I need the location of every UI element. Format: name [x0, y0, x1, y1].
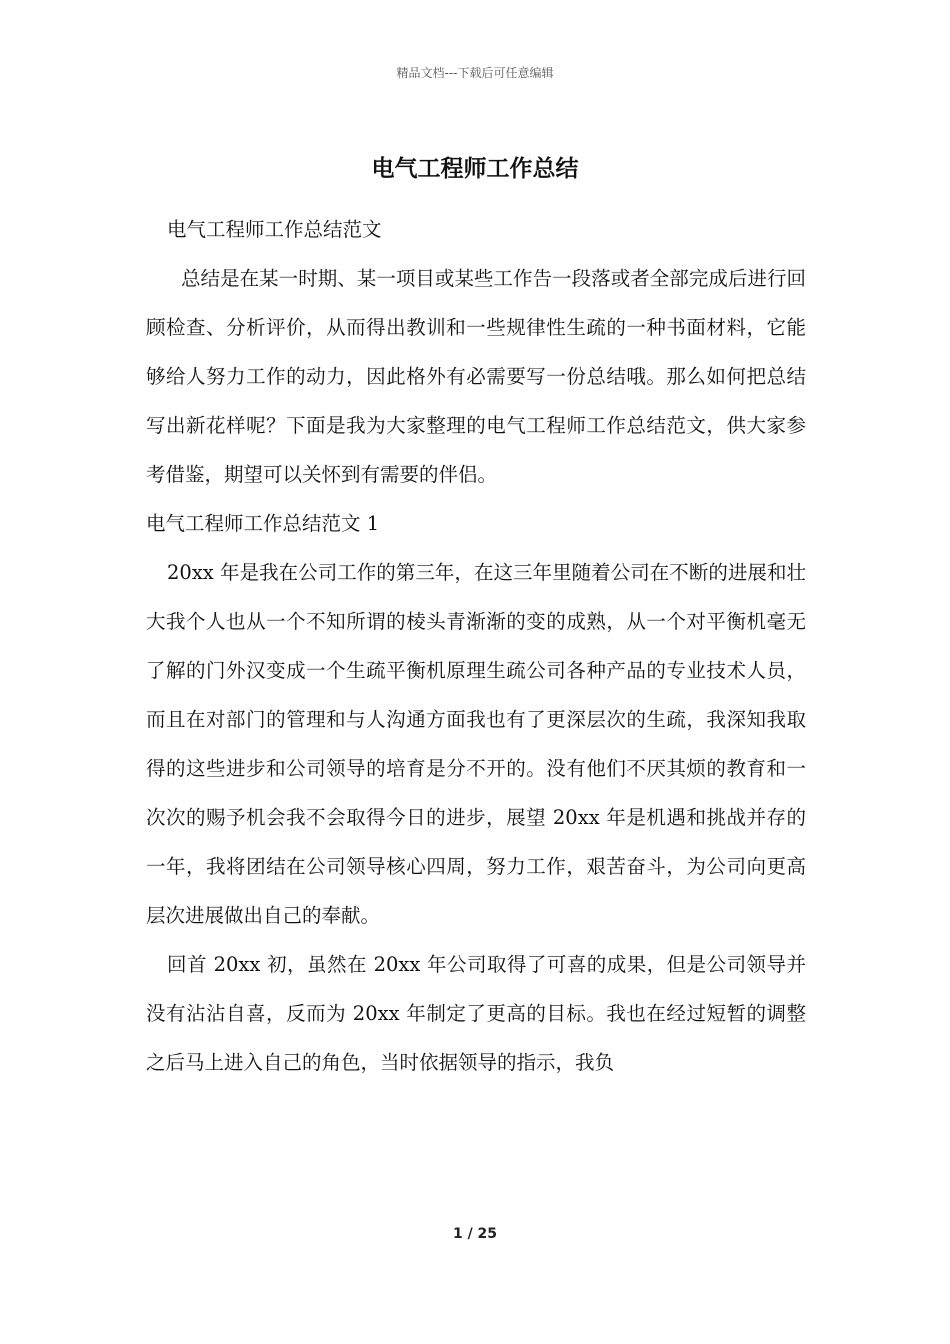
- document-body: [146, 205, 806, 1087]
- section-heading: 电气工程师工作总结范文 1: [146, 512, 380, 535]
- body-paragraph-2: 回首 20xx 初，虽然在 20xx 年公司取得了可喜的成果，但是公司领导并没有沾沾自喜，反而为 20xx 年制定了更高的目标。我也在经过短暂的调整之后马上进入自己的角色，当时依据领导的指示，我负: [146, 953, 806, 1074]
- document-title: 电气工程师工作总结: [371, 155, 579, 182]
- header-note: 精品文档---下载后可任意编辑: [396, 66, 554, 80]
- document-subtitle: 电气工程师工作总结范文: [167, 218, 382, 241]
- page-number: 1 / 25: [452, 1226, 498, 1242]
- body-paragraph-1: 20xx 年是我在公司工作的第三年，在这三年里随着公司在不断的进展和壮大我个人也从一个不知所谓的棱头青渐渐的变的成熟，从一个对平衡机毫无了解的门外汉变成一个生疏平衡机原理生疏公司各种产品的专业技术人员，而且在对部门的管理和与人沟通方面我也有了更深层次的生疏，我深知我取得的这些进步和公司领导的培育是分不开的。没有他们不厌其烦的教育和一次次的赐予机会我不会取得今日的进步，展望 20xx 年是机遇和挑战并存的一年，我将团结在公司领导核心四周，努力工作，艰苦奋斗，为公司向更高层次进展做出自己的奉献。: [146, 561, 806, 927]
- intro-paragraph: 总结是在某一时期、某一项目或某些工作告一段落或者全部完成后进行回顾检查、分析评价，从而得出教训和一些规律性生疏的一种书面材料，它能够给人努力工作的动力，因此格外有必需要写一份总结哦。那么如何把总结写出新花样呢？下面是我为大家整理的电气工程师工作总结范文，供大家参考借鉴，期望可以关怀到有需要的伴侣。: [146, 267, 806, 486]
